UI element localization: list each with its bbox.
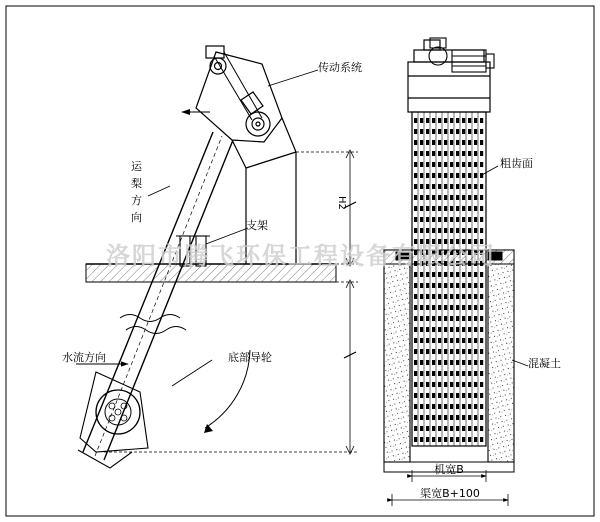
label-height-dimension: H2 (336, 196, 347, 210)
label-bracket: 支架 (246, 219, 268, 232)
label-channel-width: 渠宽B+100 (420, 487, 480, 500)
label-water-flow-direction: 水流方向 (62, 351, 106, 364)
label-concrete: 混凝土 (528, 357, 561, 370)
label-bottom-guide-wheel: 底部导轮 (228, 351, 272, 364)
label-coarse-tooth-face: 粗齿面 (500, 157, 533, 170)
label-drive-system: 传动系统 (318, 61, 362, 74)
label-machine-width: 机宽B (434, 463, 464, 476)
watermark-text: 洛阳市腾飞环保工程设备有限公司 (106, 242, 496, 270)
label-running-direction: 运 梨 方 向 (131, 160, 142, 224)
